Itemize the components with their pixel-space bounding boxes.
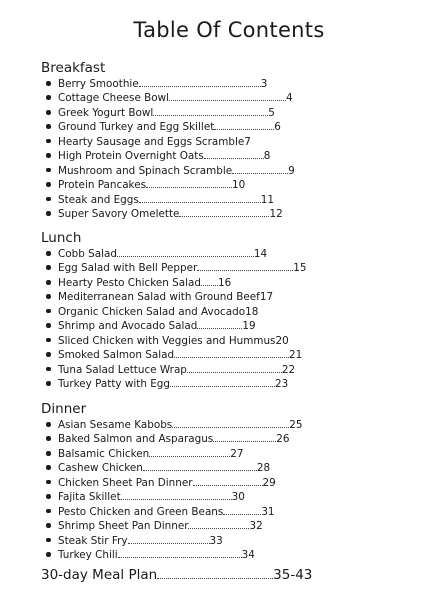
bullet-icon xyxy=(46,323,51,328)
leader-dots xyxy=(169,91,286,101)
toc-entry-page: 16 xyxy=(218,276,232,289)
toc-entry-label: Smoked Salmon Salad xyxy=(58,349,175,362)
bullet-icon xyxy=(46,465,51,470)
leader-dots xyxy=(187,363,282,373)
toc-entry-label: Egg Salad with Bell Pepper xyxy=(58,262,198,275)
leader-dots xyxy=(223,505,261,515)
leader-dots xyxy=(197,319,242,329)
toc-entry-label: Turkey Patty with Egg xyxy=(58,378,170,391)
toc-entry-label: Asian Sesame Kabobs xyxy=(58,419,173,431)
leader-dots xyxy=(118,548,242,558)
bullet-icon xyxy=(46,265,51,270)
leader-dots xyxy=(170,377,275,387)
toc-list xyxy=(41,77,295,222)
toc-entry[interactable] xyxy=(41,363,307,377)
bullet-icon xyxy=(46,197,51,202)
toc-entry-label: Cobb Salad xyxy=(58,248,117,260)
toc-entry-label: Steak Stir Fry xyxy=(58,534,128,547)
toc-entry[interactable] xyxy=(41,418,302,432)
toc-entry[interactable] xyxy=(41,334,307,348)
bullet-icon xyxy=(46,95,51,100)
bullet-icon xyxy=(46,352,51,357)
leader-dots xyxy=(149,447,230,457)
toc-entry[interactable] xyxy=(41,178,295,192)
toc-entry-label: Baked Salmon and Asparagus xyxy=(58,433,214,446)
toc-list xyxy=(41,247,307,392)
toc-entry[interactable] xyxy=(41,476,302,490)
toc-entry-page: 19 xyxy=(242,320,256,333)
toc-entry-meal-plan[interactable] xyxy=(41,567,312,583)
toc-entry-label: Protein Pancakes xyxy=(58,179,147,192)
leader-dots xyxy=(153,106,268,116)
leader-dots xyxy=(214,120,274,130)
toc-entry[interactable] xyxy=(41,207,295,221)
bullet-icon xyxy=(46,451,51,456)
toc-entry[interactable] xyxy=(41,164,295,178)
toc-entry[interactable] xyxy=(41,77,295,91)
toc-entry[interactable] xyxy=(41,519,302,533)
page-title: Table Of Contents xyxy=(133,18,325,42)
toc-entry-page: 27 xyxy=(230,447,244,460)
section-dinner xyxy=(41,401,302,563)
toc-entry-page: 23 xyxy=(275,378,289,391)
toc-entry-page: 10 xyxy=(232,179,246,192)
bullet-icon xyxy=(46,139,51,144)
section-lunch xyxy=(41,230,307,392)
toc-entry-label: Chicken Sheet Pan Dinner xyxy=(58,476,193,489)
bullet-icon xyxy=(46,494,51,499)
toc-entry-label: Cashew Chicken xyxy=(58,462,143,475)
leader-dots xyxy=(146,178,232,188)
toc-entry-page: 17 xyxy=(259,291,274,304)
toc-entry[interactable] xyxy=(41,261,307,275)
toc-entry-page: 7 xyxy=(244,135,251,148)
leader-dots xyxy=(174,348,289,358)
toc-entry-page: 30 xyxy=(231,491,245,504)
leader-dots xyxy=(117,247,254,257)
leader-dots xyxy=(139,193,261,203)
toc-entry-label: Hearty Pesto Chicken Salad xyxy=(58,276,201,289)
toc-entry[interactable] xyxy=(41,247,307,261)
leader-dots xyxy=(157,569,273,579)
bullet-icon xyxy=(46,153,51,158)
leader-dots xyxy=(188,519,249,529)
leader-dots xyxy=(128,534,210,544)
toc-entry-page: 6 xyxy=(274,121,281,134)
toc-entry-page: 28 xyxy=(256,462,271,475)
toc-entry-page: 20 xyxy=(275,334,289,347)
toc-entry-label: Cottage Cheese Bowl xyxy=(58,92,170,105)
toc-entry[interactable] xyxy=(41,447,302,461)
bullet-icon xyxy=(46,309,51,314)
toc-entry-label: Balsamic Chicken xyxy=(58,447,150,460)
toc-entry-page: 32 xyxy=(249,520,263,533)
leader-dots xyxy=(143,461,257,471)
toc-entry-label: Hearty Sausage and Eggs Scramble xyxy=(58,135,245,148)
toc-entry-label: High Protein Overnight Oats xyxy=(58,150,204,163)
leader-dots xyxy=(179,207,269,217)
toc-entry[interactable] xyxy=(41,290,307,304)
bullet-icon xyxy=(46,552,51,557)
toc-entry[interactable] xyxy=(41,534,302,548)
toc-entry[interactable] xyxy=(41,490,302,504)
bullet-icon xyxy=(46,280,51,285)
toc-entry-label: Berry Smoothie xyxy=(58,78,139,90)
bullet-icon xyxy=(46,523,51,528)
bullet-icon xyxy=(46,294,51,299)
toc-entry[interactable] xyxy=(41,149,295,163)
toc-entry[interactable] xyxy=(41,461,302,475)
bullet-icon xyxy=(46,338,51,343)
leader-dots xyxy=(172,418,289,428)
toc-entry[interactable] xyxy=(41,91,295,105)
toc-entry-page: 12 xyxy=(269,208,283,221)
bullet-icon xyxy=(46,381,51,386)
bullet-icon xyxy=(46,509,51,514)
toc-entry[interactable] xyxy=(41,276,307,290)
toc-entry-label: Fajita Skillet xyxy=(58,491,121,504)
leader-dots xyxy=(213,432,276,442)
toc-entry-label: Sliced Chicken with Veggies and Hummus xyxy=(58,334,276,347)
leader-dots xyxy=(197,261,293,271)
toc-entry-label: Pesto Chicken and Green Beans xyxy=(58,505,224,518)
toc-entry-page: 26 xyxy=(276,433,290,446)
toc-entry[interactable] xyxy=(41,432,302,446)
toc-entry-label: Mushroom and Spinach Scramble xyxy=(58,164,233,177)
leader-dots xyxy=(201,276,218,286)
bullet-icon xyxy=(46,538,51,543)
bullet-icon xyxy=(46,367,51,372)
toc-entry[interactable] xyxy=(41,193,295,207)
bullet-icon xyxy=(46,251,51,256)
toc-entry-page: 18 xyxy=(245,305,259,318)
bullet-icon xyxy=(46,124,51,129)
toc-entry[interactable] xyxy=(41,505,302,519)
bullet-icon xyxy=(46,168,51,173)
toc-entry-label: Shrimp Sheet Pan Dinner xyxy=(58,520,189,533)
toc-entry-page: 9 xyxy=(288,164,295,177)
toc-entry-page: 25 xyxy=(289,419,303,431)
toc-entry-label: 30-day Meal Plan xyxy=(41,567,158,583)
toc-entry-label: Super Savory Omelette xyxy=(58,208,180,221)
section-title: Dinner xyxy=(41,401,87,417)
toc-entry-page: 4 xyxy=(286,92,293,105)
toc-entry[interactable] xyxy=(41,377,307,391)
toc-entry[interactable] xyxy=(41,348,307,362)
toc-entry[interactable] xyxy=(41,548,302,562)
bullet-icon xyxy=(46,211,51,216)
toc-entry-page: 3 xyxy=(260,78,268,90)
toc-entry-page: 11 xyxy=(260,193,275,206)
toc-entry-page: 35-43 xyxy=(273,567,313,583)
bullet-icon xyxy=(46,422,51,427)
toc-entry-label: Steak and Eggs xyxy=(58,193,139,206)
toc-entry-label: Organic Chicken Salad and Avocado xyxy=(58,305,246,318)
toc-entry-page: 29 xyxy=(262,476,276,489)
bullet-icon xyxy=(46,480,51,485)
bullet-icon xyxy=(46,182,51,187)
toc-entry-page: 22 xyxy=(281,363,296,376)
bullet-icon xyxy=(46,81,51,86)
section-breakfast xyxy=(41,60,295,222)
toc-list xyxy=(41,418,302,563)
toc-entry-page: 15 xyxy=(293,262,307,275)
toc-entry-page: 8 xyxy=(263,150,271,163)
toc-entry[interactable] xyxy=(41,319,307,333)
bullet-icon xyxy=(46,436,51,441)
section-title: Lunch xyxy=(41,230,82,246)
toc-entry[interactable] xyxy=(41,120,295,134)
toc-entry-label: Greek Yogurt Bowl xyxy=(58,106,154,119)
toc-entry-label: Tuna Salad Lettuce Wrap xyxy=(58,363,187,376)
toc-entry-label: Ground Turkey and Egg Skillet xyxy=(58,121,215,134)
toc-entry-page: 14 xyxy=(253,248,268,260)
toc-entry-page: 33 xyxy=(209,534,223,547)
bullet-icon xyxy=(46,110,51,115)
toc-entry-page: 34 xyxy=(241,549,255,562)
toc-entry-page: 31 xyxy=(261,505,275,518)
toc-entry-page: 21 xyxy=(289,349,303,362)
leader-dots xyxy=(121,490,232,500)
toc-entry[interactable] xyxy=(41,305,307,319)
toc-entry[interactable] xyxy=(41,106,295,120)
toc-entry[interactable] xyxy=(41,135,295,149)
leader-dots xyxy=(232,164,288,174)
leader-dots xyxy=(204,149,264,159)
toc-entry-label: Mediterranean Salad with Ground Beef xyxy=(58,291,260,304)
toc-entry-label: Shrimp and Avocado Salad xyxy=(58,320,198,333)
toc-entry-label: Turkey Chili xyxy=(58,549,118,562)
leader-dots xyxy=(193,476,263,486)
leader-dots xyxy=(139,77,261,87)
section-title: Breakfast xyxy=(41,60,106,76)
toc-entry-page: 5 xyxy=(268,106,275,119)
